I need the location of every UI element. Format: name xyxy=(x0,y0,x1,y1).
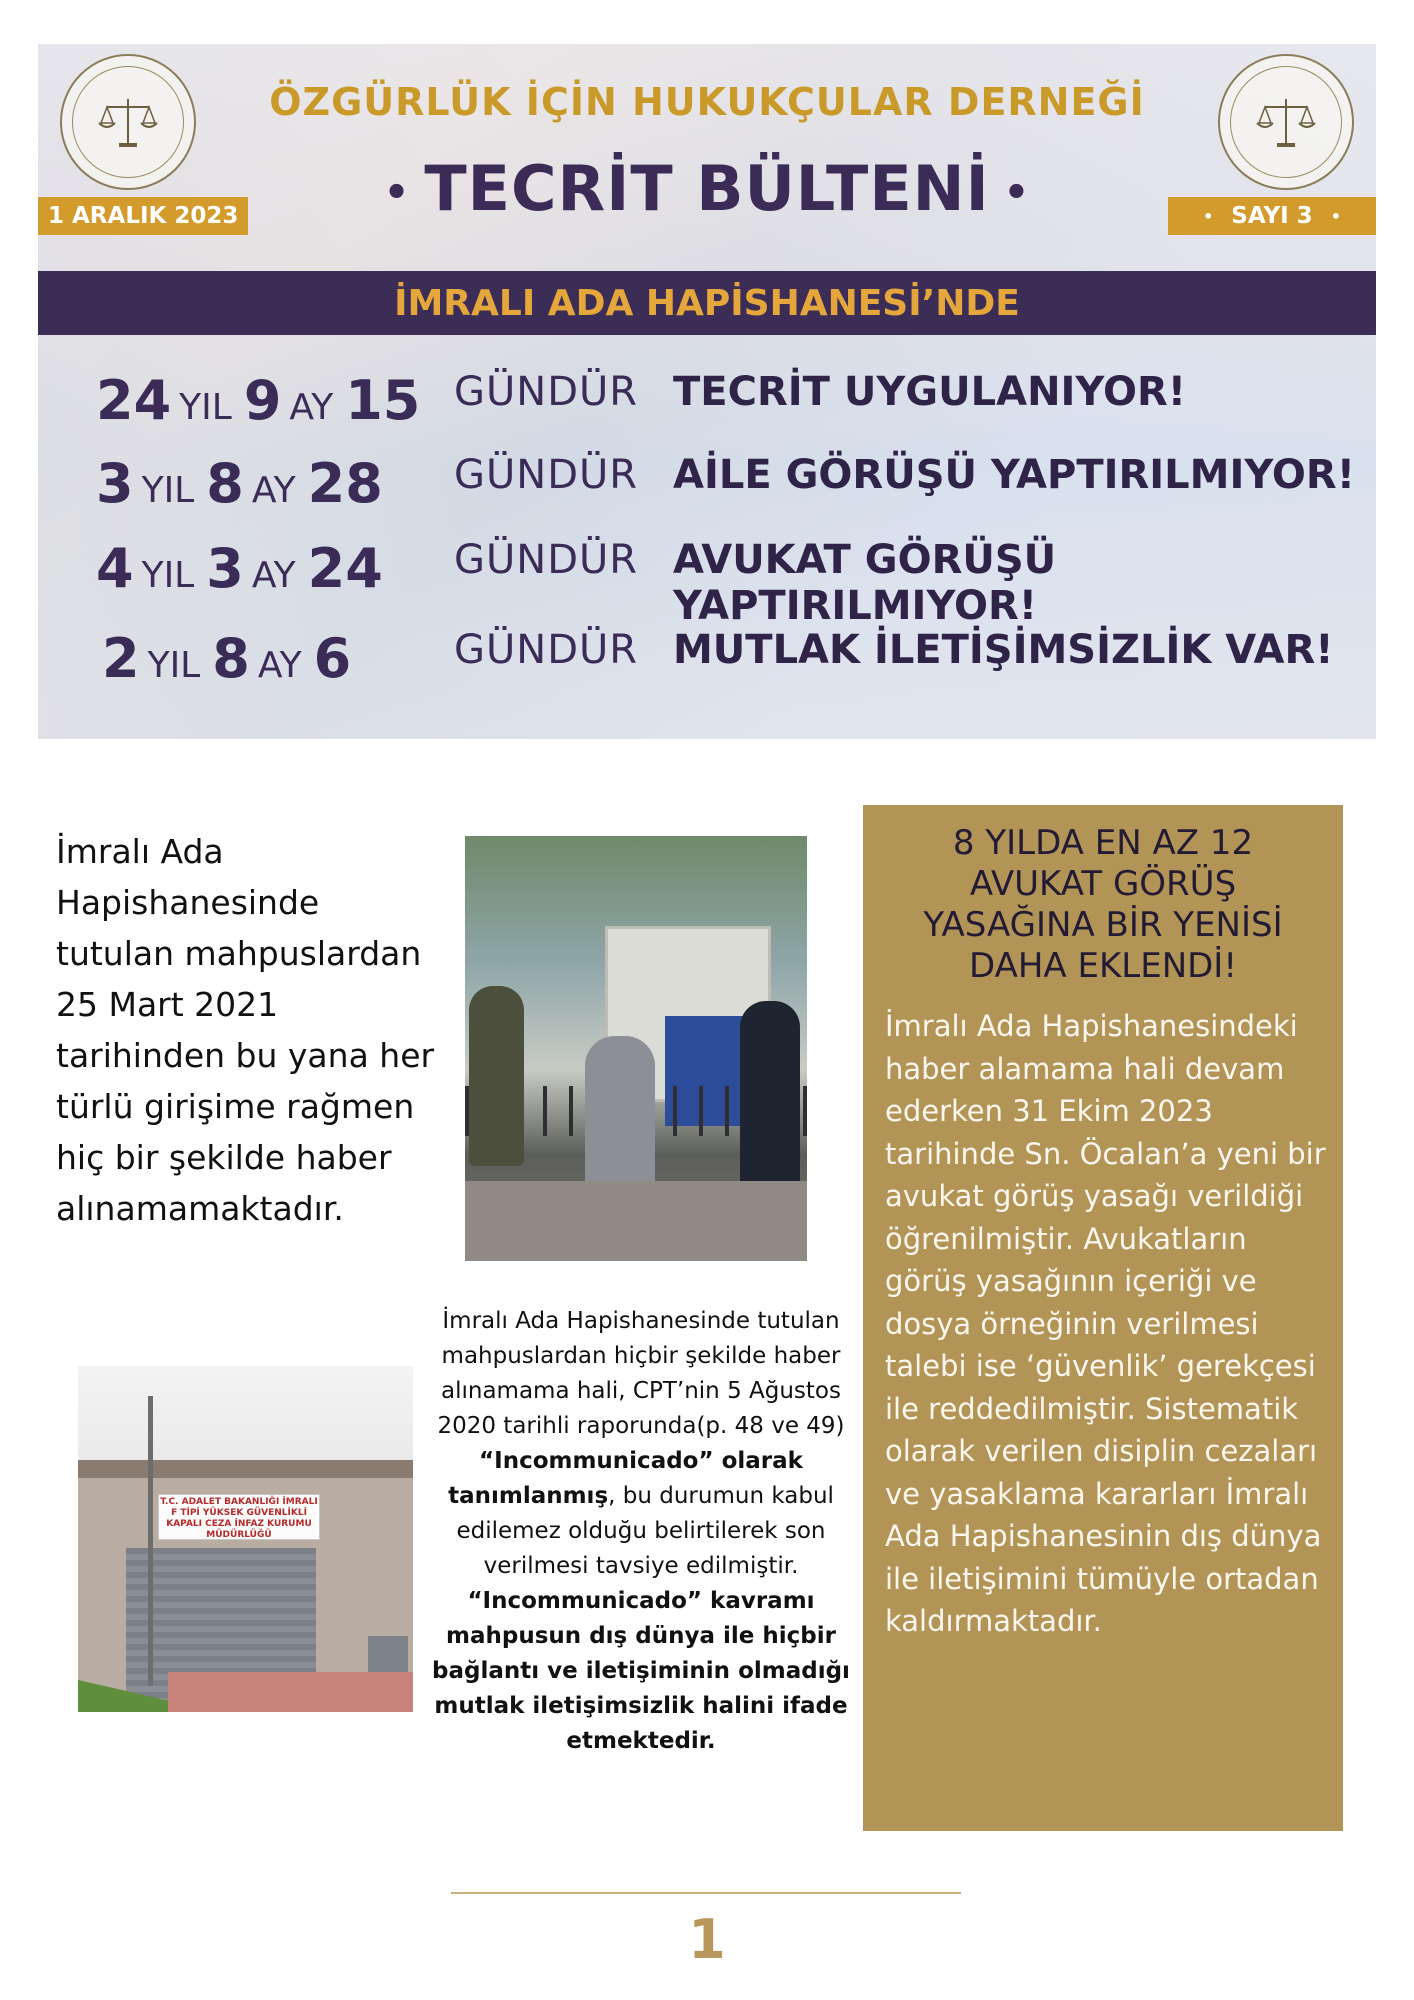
duration xyxy=(96,369,420,432)
years-unit: YIL xyxy=(141,470,195,511)
months-value: 8 xyxy=(212,627,250,690)
years-unit: YIL xyxy=(147,645,201,686)
roof xyxy=(78,1460,413,1478)
bullet-dot: • xyxy=(1203,206,1214,226)
months-unit: AY xyxy=(251,555,296,596)
header-banner xyxy=(38,44,1376,739)
photo-prison-entrance xyxy=(78,1366,413,1712)
since-label: GÜNDÜR xyxy=(454,369,639,415)
counter-message: AVUKAT GÖRÜŞÜ YAPTIRILMIYOR! xyxy=(673,537,1057,629)
months-value: 3 xyxy=(206,537,244,600)
bullet-dot: • xyxy=(1003,169,1031,216)
bullet-dot: • xyxy=(1330,206,1341,226)
page-number: 1 xyxy=(688,1908,726,1971)
duration xyxy=(102,627,351,690)
counter-message: AİLE GÖRÜŞÜ YAPTIRILMIYOR! xyxy=(673,452,1355,498)
heading-line: YASAĞINA BİR YENİSİ xyxy=(923,905,1283,945)
years-value: 4 xyxy=(96,537,134,600)
months-unit: AY xyxy=(257,645,302,686)
caption-text: , bu durumun kabul edilemez olduğu belirtilerek son verilmesi tavsiye edilmiştir. xyxy=(456,1483,834,1579)
intro-paragraph: İmralı Ada Hapishanesinde tutulan mahpuslardan 25 Mart 2021 tarihinden bu yana her türlü girişime rağmen hiç bir şekilde haber alınamamaktadır. xyxy=(56,832,435,1228)
years-unit: YIL xyxy=(141,555,195,596)
heading-line: 8 YILDA EN AZ 12 xyxy=(952,823,1254,863)
photo-caption xyxy=(432,1304,850,1759)
sidebox-body: İmralı Ada Hapishanesindeki haber alamama hali devam ederken 31 Ekim 2023 tarihinde Sn. Öcalan’a yeni bir avukat görüş yasağı verildiği öğrenilmiştir. Avukatların görüş yasağının içeriği ve dosya örneğinin verilmesi talebi ise ‘güvenlik’ gerekçesi ile reddedilmiştir. Sistematik olarak verilen disiplin cezaları ve yasaklama kararları İmralı Ada Hapishanesinin dış dünya ile iletişimini tümüyle ortadan kaldırmaktadır. xyxy=(885,1009,1326,1638)
heading-line: AVUKAT GÖRÜŞ xyxy=(969,864,1237,904)
years-value: 3 xyxy=(96,452,134,515)
soldier-figure xyxy=(469,986,524,1166)
years-value: 2 xyxy=(102,627,140,690)
ground xyxy=(465,1181,807,1261)
months-unit: AY xyxy=(289,387,334,428)
days-value: 6 xyxy=(313,627,352,690)
months-unit: AY xyxy=(251,470,296,511)
footer-divider xyxy=(451,1892,961,1894)
caption-text: İmralı Ada Hapishanesinde tutulan mahpuslardan hiçbir şekilde haber alınamama hali, CPT’nin 5 Ağustos 2020 tarihli raporunda(p. 48 ve 49) xyxy=(437,1308,845,1439)
counter-row xyxy=(38,537,1376,629)
since-label: GÜNDÜR xyxy=(454,452,639,498)
bulletin-title-text: TECRİT BÜLTENİ xyxy=(424,152,990,225)
caption-bold-definition: “Incommunicado” kavramı mahpusun dış dünya ile hiçbir bağlantı ve iletişiminin olmadığı mutlak iletişimsizlik halini ifade etmektedir. xyxy=(432,1588,850,1754)
prison-sign: T.C. ADALET BAKANLIĞI İMRALI F TİPİ YÜKSEK GÜVENLİKLİ KAPALI CEZA İNFAZ KURUMU MÜDÜRLÜĞÜ xyxy=(158,1494,320,1540)
news-sidebox xyxy=(863,805,1343,1831)
months-value: 8 xyxy=(206,452,244,515)
duration xyxy=(96,452,383,515)
sidebox-heading xyxy=(863,823,1343,987)
days-value: 15 xyxy=(345,369,421,432)
since-label: GÜNDÜR xyxy=(454,627,639,673)
counter-row xyxy=(38,627,1376,697)
years-unit: YIL xyxy=(179,387,232,428)
organization-name: ÖZGÜRLÜK İÇİN HUKUKÇULAR DERNEĞİ xyxy=(269,80,1145,124)
date-badge: 1 ARALIK 2023 xyxy=(38,197,248,235)
issue-badge xyxy=(1168,197,1376,235)
photo-lawyers-at-gate xyxy=(465,836,807,1261)
counter-row xyxy=(38,369,1376,439)
bullet-dot: • xyxy=(383,169,411,216)
counter-message: MUTLAK İLETİŞİMSİZLİK VAR! xyxy=(673,627,1334,673)
months-value: 9 xyxy=(243,369,282,432)
days-value: 28 xyxy=(307,452,383,515)
road xyxy=(168,1672,413,1712)
days-value: 24 xyxy=(307,537,383,600)
camera-pole xyxy=(148,1396,153,1686)
prison-strip: İMRALI ADA HAPİSHANESİ’NDE xyxy=(38,271,1376,335)
caption-bold-term: “Incommunicado” olarak tanımlanmış xyxy=(448,1448,803,1509)
since-label: GÜNDÜR xyxy=(454,537,639,583)
duration xyxy=(96,537,383,600)
counter-row xyxy=(38,452,1376,522)
issue-label: SAYI 3 xyxy=(1231,203,1313,229)
heading-line: DAHA EKLENDİ! xyxy=(969,946,1237,986)
years-value: 24 xyxy=(96,369,172,432)
counter-message: TECRİT UYGULANIYOR! xyxy=(673,369,1187,415)
